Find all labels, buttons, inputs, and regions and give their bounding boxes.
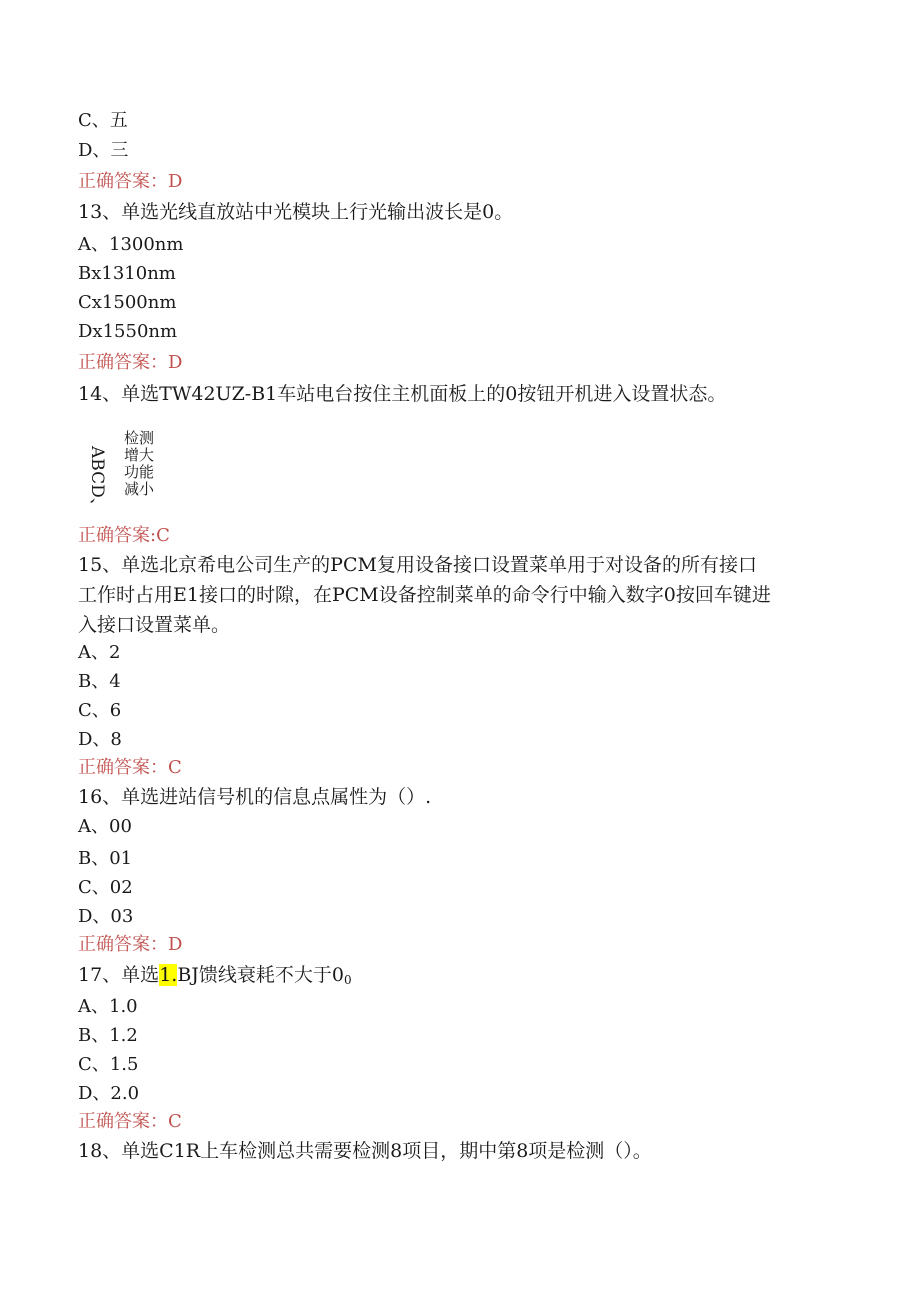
- q17-option-b: B、1.2: [78, 1025, 138, 1046]
- q17-option-c: C、1.5: [78, 1054, 139, 1075]
- q16-option-d: D、03: [78, 906, 134, 927]
- q16-option-a: A、00: [78, 816, 132, 837]
- q14-stem: 14、单选TW42UZ-B1车站电台按住主机面板上的0按钮开机进入设置状态。: [78, 383, 727, 405]
- q14-option-3: 功能: [124, 463, 155, 481]
- q15-stem-line-1: 15、单选北京希电公司生产的PCM复用设备接口设置菜单用于对设备的所有接口: [78, 554, 757, 576]
- q13-option-d: Dx1550nm: [78, 321, 178, 342]
- q14-answer: 正确答案:C: [78, 525, 170, 546]
- q15-option-d: D、8: [78, 729, 122, 750]
- q15-stem-line-2: 工作时占用E1接口的时隙，在PCM设备控制菜单的命令行中输入数字0按回车键进: [78, 584, 771, 606]
- q14-option-1: 检测: [124, 429, 155, 447]
- q17-option-d: D、2.0: [78, 1083, 140, 1104]
- q14-option-2: 增大: [124, 446, 155, 464]
- q16-answer: 正确答案：D: [78, 934, 183, 955]
- q12-option-d: D、三: [78, 140, 129, 161]
- q17-stem-subscript: 0: [344, 973, 352, 987]
- q14-options: [124, 430, 154, 498]
- q17-option-a: A、1.0: [78, 996, 138, 1017]
- q13-option-a: A、1300nm: [78, 234, 184, 255]
- q15-answer: 正确答案：C: [78, 757, 182, 778]
- q17-stem-prefix: 17、单选: [78, 964, 160, 986]
- q17-stem-highlight: 1.: [159, 964, 178, 986]
- q15-option-c: C、6: [78, 700, 122, 721]
- q12-option-c: C、五: [78, 110, 128, 131]
- q18-stem: 18、单选C1R上车检测总共需要检测8项目，期中第8项是检测（）。: [78, 1140, 652, 1162]
- q13-stem: 13、单选光线直放站中光模块上行光输出波长是0。: [78, 201, 514, 223]
- q13-option-c: Cx1500nm: [78, 292, 177, 313]
- q16-stem: 16、单选进站信号机的信息点属性为（）.: [78, 786, 432, 808]
- q16-option-c: C、02: [78, 877, 133, 898]
- q14-option-4: 减小: [124, 480, 155, 498]
- q17-stem-rest: BJ馈线衰耗不大于0: [177, 964, 344, 986]
- q16-option-b: B、01: [78, 848, 133, 869]
- q15-option-a: A、2: [78, 642, 121, 663]
- q13-answer: 正确答案：D: [78, 352, 183, 373]
- q12-answer: 正确答案：D: [78, 171, 183, 192]
- q15-option-b: B、4: [78, 671, 121, 692]
- q15-stem-line-3: 入接口设置菜单。: [78, 614, 231, 636]
- q17-answer: 正确答案：C: [78, 1111, 182, 1132]
- q14-option-letters: ABCD、: [87, 446, 107, 515]
- q13-option-b: Bx1310nm: [78, 263, 176, 284]
- q17-stem: [78, 963, 352, 992]
